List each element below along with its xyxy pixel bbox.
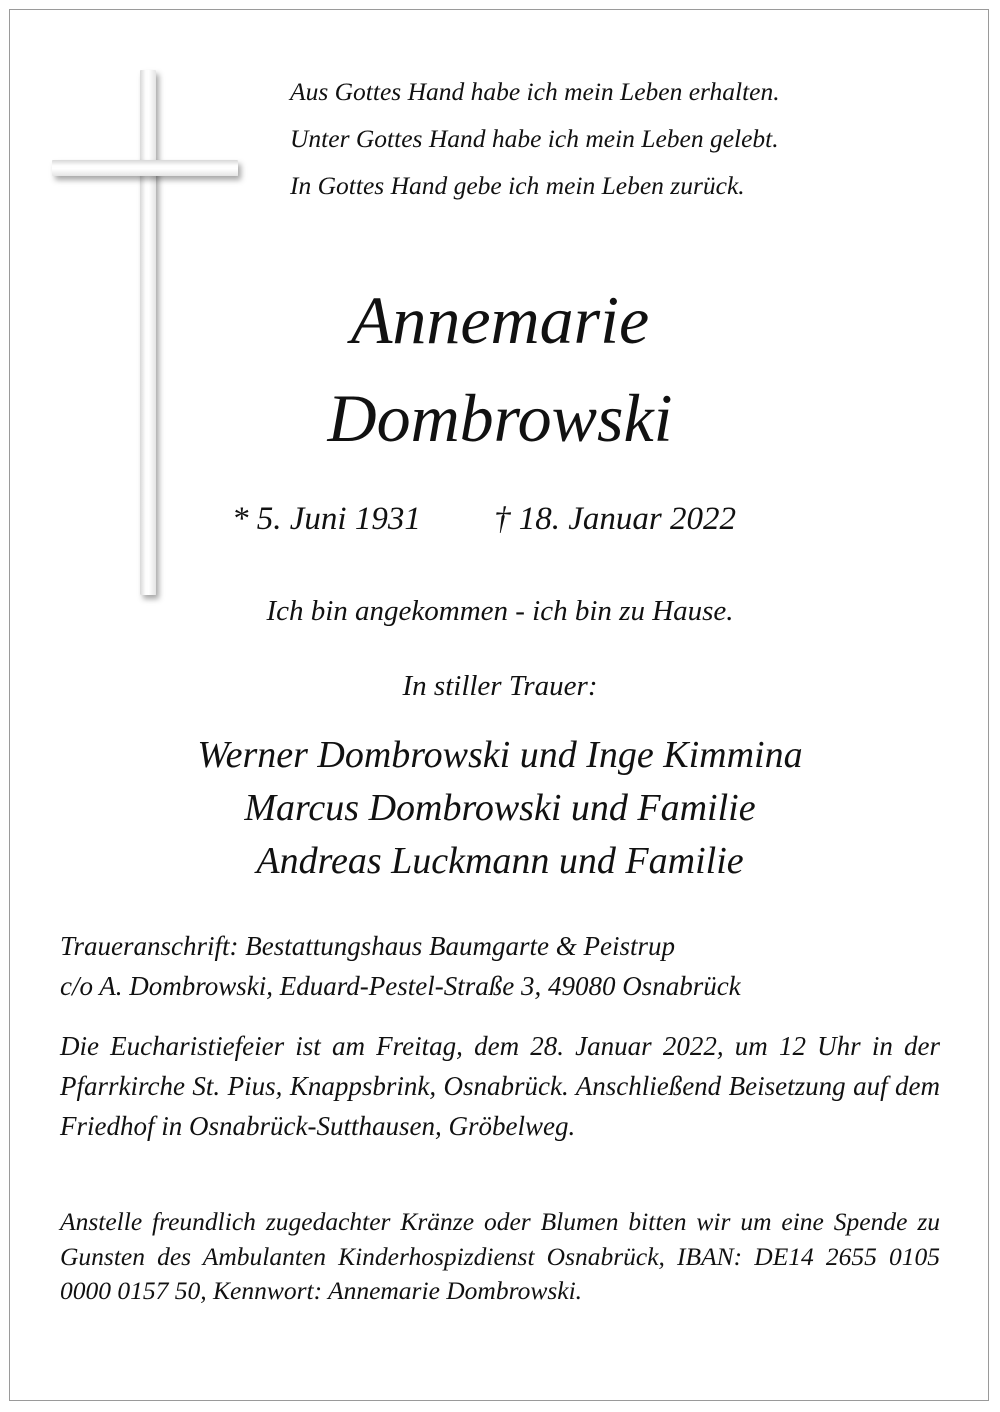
bible-verse (290, 68, 970, 209)
deceased-last-name: Dombrowski (327, 380, 673, 456)
address-line: c/o A. Dombrowski, Eduard-Pestel-Straße 3, 49080 Osnabrück (60, 971, 741, 1001)
verse-line: Unter Gottes Hand habe ich mein Leben gelebt. (290, 124, 779, 153)
deceased-first-name: Annemarie (350, 282, 650, 358)
mourning-address (60, 926, 940, 1006)
verse-line: In Gottes Hand gebe ich mein Leben zurück. (290, 171, 745, 200)
mourners-list (0, 729, 1000, 888)
address-line: Traueranschrift: Bestattungshaus Baumgarte & Peistrup (60, 931, 676, 961)
birth-date: * 5. Juni 1931 (232, 501, 421, 537)
mourner-line: Marcus Dombrowski und Familie (244, 787, 756, 829)
death-date: † 18. Januar 2022 (494, 501, 736, 537)
mourning-intro: In stiller Trauer: (402, 670, 598, 702)
mourner-line: Werner Dombrowski und Inge Kimmina (197, 734, 803, 776)
verse-line: Aus Gottes Hand habe ich mein Leben erhalten. (290, 77, 780, 106)
quote: Ich bin angekommen - ich bin zu Hause. (266, 595, 734, 627)
mourner-line: Andreas Luckmann und Familie (256, 840, 744, 882)
donation-request: Anstelle freundlich zugedachter Kränze oder Blumen bitten wir um eine Spende zu Gunsten des Ambulanten Kinderhospizdienst Osnabrück, IBAN: DE14 2655 0105 0000 0157 50, Kennwort: Annemarie Dombrowski. (60, 1207, 940, 1305)
funeral-service-info: Die Eucharistiefeier ist am Freitag, dem 28. Januar 2022, um 12 Uhr in der Pfarrkirche St. Pius, Knappsbrink, Osnabrück. Anschließend Beisetzung auf dem Friedhof in Osnabrück-Sutthausen, Gröbelweg. (60, 1031, 940, 1141)
